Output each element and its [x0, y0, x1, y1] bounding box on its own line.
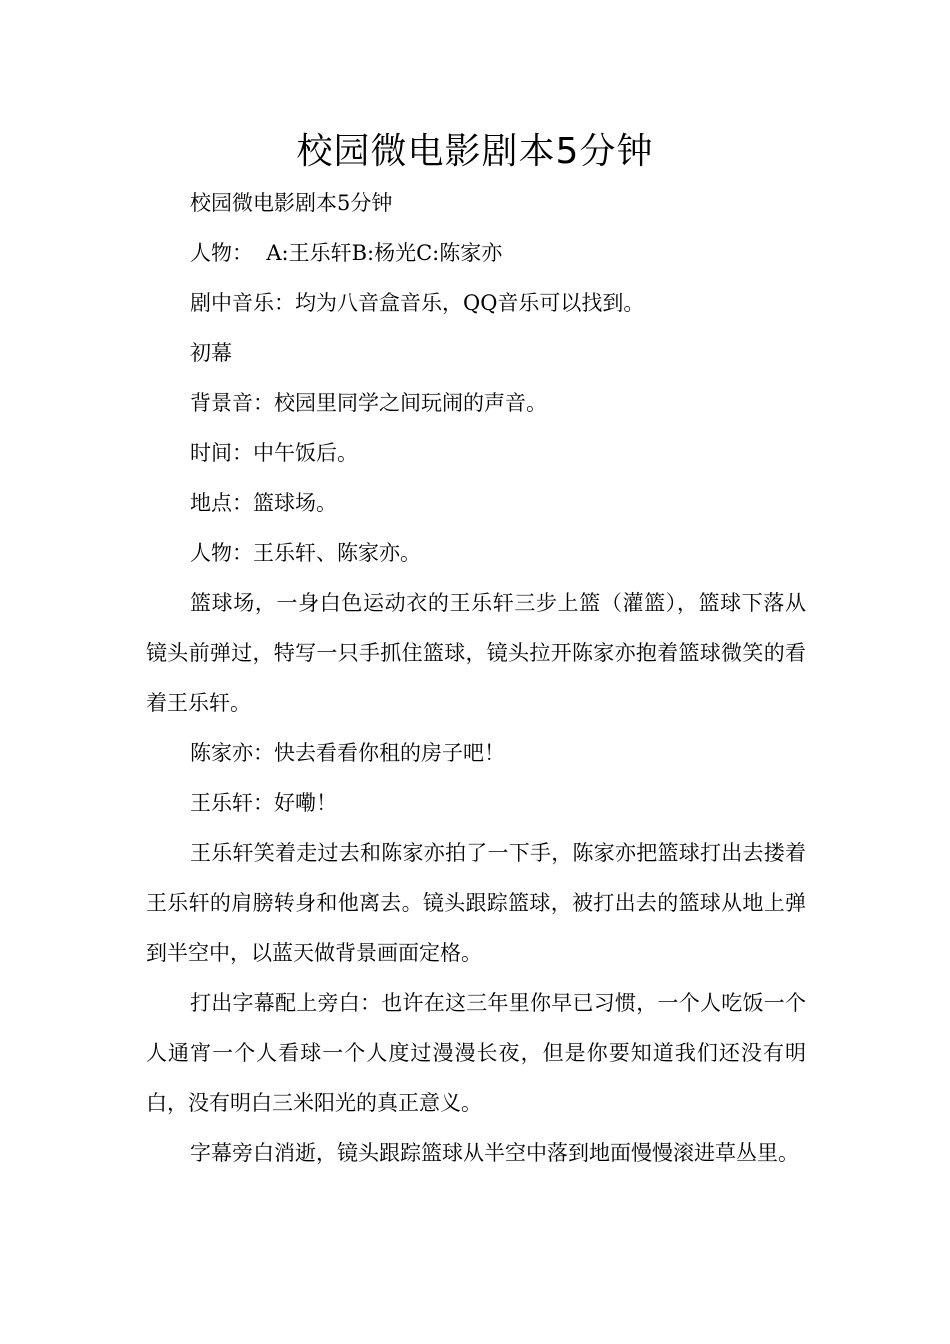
document-body	[146, 178, 806, 1178]
paragraph-scene-heading: 初幕	[190, 341, 232, 365]
paragraph-dialogue-2: 王乐轩：好嘞！	[190, 791, 337, 815]
paragraph-time: 时间：中午饭后。	[190, 441, 358, 465]
paragraph-action-2: 王乐轩笑着走过去和陈家亦拍了一下手，陈家亦把篮球打出去搂着王乐轩的肩膀转身和他离去。镜头跟踪篮球，被打出去的篮球从地上弹到半空中，以蓝天做背景画面定格。	[146, 841, 806, 965]
paragraph-music: 剧中音乐：均为八音盒音乐，QQ音乐可以找到。	[190, 291, 645, 315]
paragraph-subtitle: 校园微电影剧本5分钟	[190, 191, 393, 215]
paragraph-characters: 人物： A:王乐轩B:杨光C:陈家亦	[190, 241, 503, 265]
paragraph-location: 地点：篮球场。	[190, 491, 337, 515]
paragraph-dialogue-1: 陈家亦：快去看看你租的房子吧！	[190, 741, 505, 765]
paragraph-scene-characters: 人物：王乐轩、陈家亦。	[190, 541, 421, 565]
paragraph-action-3: 字幕旁白消逝，镜头跟踪篮球从半空中落到地面慢慢滚进草丛里。	[190, 1141, 799, 1165]
document-title: 校园微电影剧本5分钟	[296, 131, 654, 172]
paragraph-action-1: 篮球场，一身白色运动衣的王乐轩三步上篮（灌篮），篮球下落从镜头前弹过，特写一只手抓住篮球，镜头拉开陈家亦抱着篮球微笑的看着王乐轩。	[146, 591, 806, 715]
paragraph-background-sound: 背景音：校园里同学之间玩闹的声音。	[190, 391, 547, 415]
paragraph-narration: 打出字幕配上旁白：也许在这三年里你早已习惯，一个人吃饭一个人通宵一个人看球一个人度过漫漫长夜，但是你要知道我们还没有明白，没有明白三米阳光的真正意义。	[146, 991, 806, 1115]
